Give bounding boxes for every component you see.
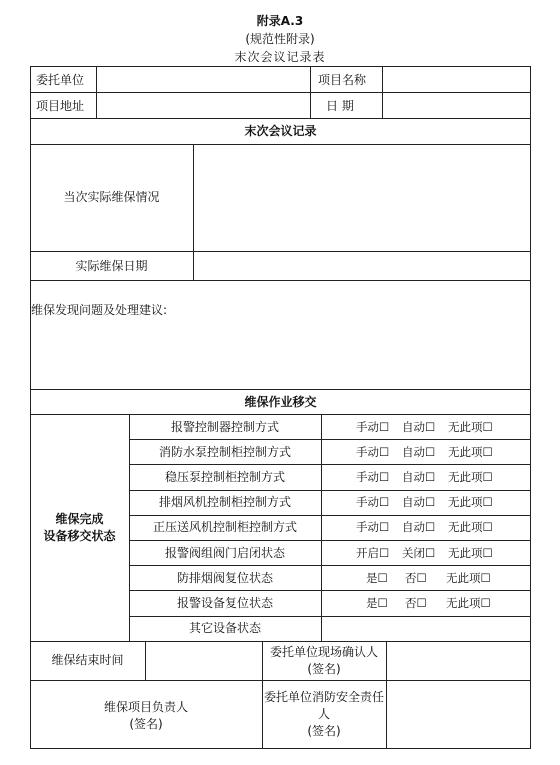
handover-option-checkbox[interactable]: 自动☐ [402, 495, 436, 510]
client-label: 委托单位 [36, 73, 85, 87]
project-lead-label: 维保项目负责人 [103, 700, 188, 714]
handover-option-checkbox[interactable]: 关闭☐ [402, 545, 436, 560]
handover-option-checkbox[interactable]: 无此项☐ [446, 595, 491, 610]
date-field[interactable] [383, 93, 530, 118]
handover-side-label: 维保完成 [55, 512, 104, 526]
handover-item-label: 防排烟阀复位状态 [176, 570, 273, 585]
form-title: 末次会议记录表 [234, 50, 326, 64]
handover-option-checkbox[interactable]: 手动☐ [356, 495, 390, 510]
handover-option-checkbox[interactable]: 否☐ [405, 570, 427, 585]
client-confirm-signature-field[interactable] [387, 642, 530, 680]
date-label: 日 期 [326, 99, 354, 113]
handover-option-checkbox[interactable]: 无此项☐ [448, 545, 493, 560]
handover-side-label-2: 设备移交状态 [43, 529, 116, 543]
handover-item-label: 排烟风机控制柜控制方式 [158, 495, 291, 510]
handover-option-checkbox[interactable]: 手动☐ [356, 444, 390, 459]
handover-option-checkbox[interactable]: 自动☐ [402, 520, 436, 535]
handover-option-checkbox[interactable]: 自动☐ [402, 419, 436, 434]
handover-item-label: 报警阀组阀门启闭状态 [164, 545, 285, 560]
handover-item-label: 其它设备状态 [188, 621, 261, 636]
project-name-field[interactable] [383, 67, 530, 92]
project-lead-sign: (签名) [129, 717, 163, 731]
fire-safety-sign: (签名) [307, 724, 341, 738]
end-time-field[interactable] [146, 642, 262, 680]
handover-option-checkbox[interactable]: 无此项☐ [448, 520, 493, 535]
handover-option-checkbox[interactable]: 无此项☐ [448, 419, 493, 434]
handover-section-title: 维保作业移交 [244, 395, 317, 409]
client-confirm-label: 委托单位现场确认人 [269, 645, 378, 659]
handover-item-label: 正压送风机控制柜控制方式 [152, 520, 297, 535]
handover-item-label: 报警设备复位状态 [176, 595, 273, 610]
handover-option-checkbox[interactable]: 手动☐ [356, 419, 390, 434]
maintenance-date-field[interactable] [194, 252, 530, 280]
appendix-type: (规范性附录) [245, 32, 315, 46]
project-name-label: 项目名称 [318, 73, 367, 87]
handover-option-checkbox[interactable]: 开启☐ [356, 545, 390, 560]
end-time-label: 维保结束时间 [51, 653, 124, 667]
handover-option-checkbox[interactable]: 否☐ [405, 595, 427, 610]
handover-option-checkbox[interactable]: 手动☐ [356, 520, 390, 535]
fire-safety-label-2: 人 [317, 707, 330, 721]
handover-option-checkbox[interactable]: 无此项☐ [448, 469, 493, 484]
handover-item-label: 稳压泵控制柜控制方式 [164, 469, 285, 484]
maintenance-status-label: 当次实际维保情况 [63, 190, 160, 204]
fire-safety-signature-field[interactable] [387, 681, 530, 748]
issues-field[interactable] [31, 320, 530, 388]
appendix-number: 附录A.3 [256, 14, 304, 28]
meeting-section-title: 末次会议记录 [244, 124, 317, 138]
handover-option-checkbox[interactable]: 是☐ [366, 570, 388, 585]
handover-option-checkbox[interactable]: 无此项☐ [446, 570, 491, 585]
project-address-field[interactable] [97, 93, 310, 118]
handover-option-checkbox[interactable]: 自动☐ [402, 444, 436, 459]
client-confirm-sign: (签名) [307, 662, 341, 676]
project-address-label: 项目地址 [36, 99, 85, 113]
issues-label: 维保发现问题及处理建议: [31, 303, 168, 317]
handover-item-label: 消防水泵控制柜控制方式 [158, 444, 291, 459]
handover-option-checkbox[interactable]: 是☐ [366, 595, 388, 610]
handover-option-checkbox[interactable]: 无此项☐ [448, 444, 493, 459]
client-field[interactable] [97, 67, 310, 92]
handover-option-checkbox[interactable]: 手动☐ [356, 469, 390, 484]
handover-option-checkbox[interactable]: 无此项☐ [448, 495, 493, 510]
handover-item-label: 报警控制器控制方式 [170, 419, 279, 434]
fire-safety-label: 委托单位消防安全责任 [263, 690, 384, 704]
maintenance-date-label: 实际维保日期 [75, 259, 148, 273]
handover-option-checkbox[interactable]: 自动☐ [402, 469, 436, 484]
maintenance-status-field[interactable] [194, 145, 530, 250]
